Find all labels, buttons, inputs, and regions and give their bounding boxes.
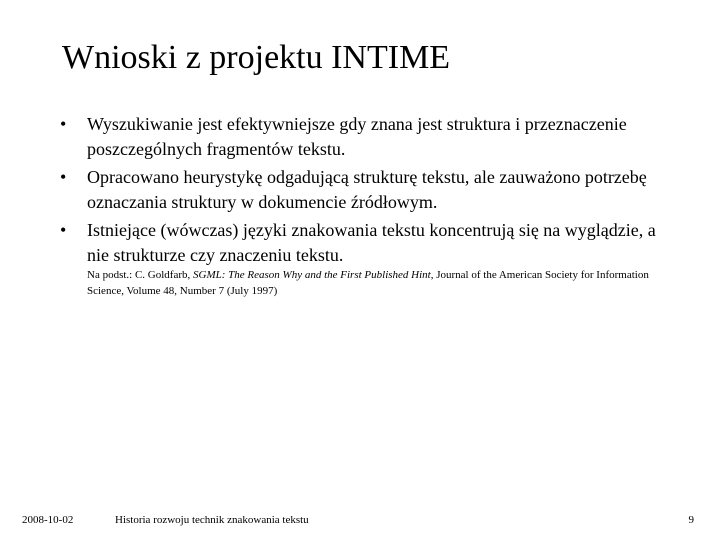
slide-title: Wnioski z projektu INTIME [62,39,451,76]
bullet-item [60,112,680,162]
bullet-list [60,112,680,271]
bullet-text: Opracowano heurystykę odgadującą strukturę tekstu, ale zauważono potrzebę oznaczania struktury w dokumencie źródłowym. [87,167,647,212]
bullet-icon: • [60,114,67,134]
bullet-icon: • [60,167,67,187]
bullet-item [60,218,680,268]
footer-title: Historia rozwoju technik znakowania tekstu [115,514,309,526]
footer-date: 2008-10-02 [22,514,74,526]
citation-suffix: , Journal of the American Society for Information Science, Volume 48, Number 7 (July 1997) [87,269,649,297]
citation [87,267,687,299]
page-number: 9 [688,514,694,526]
citation-prefix: Na podst.: C. Goldfarb, [87,269,194,281]
citation-work-title: SGML: The Reason Why and the First Published Hint [193,269,431,281]
bullet-icon: • [60,220,67,240]
bullet-item [60,165,680,215]
bullet-text: Wyszukiwanie jest efektywniejsze gdy znana jest struktura i przeznaczenie poszczególnych fragmentów tekstu. [87,114,627,159]
bullet-text: Istniejące (wówczas) języki znakowania tekstu koncentrują się na wyglądzie, a nie strukturze czy znaczeniu tekstu. [87,220,656,265]
